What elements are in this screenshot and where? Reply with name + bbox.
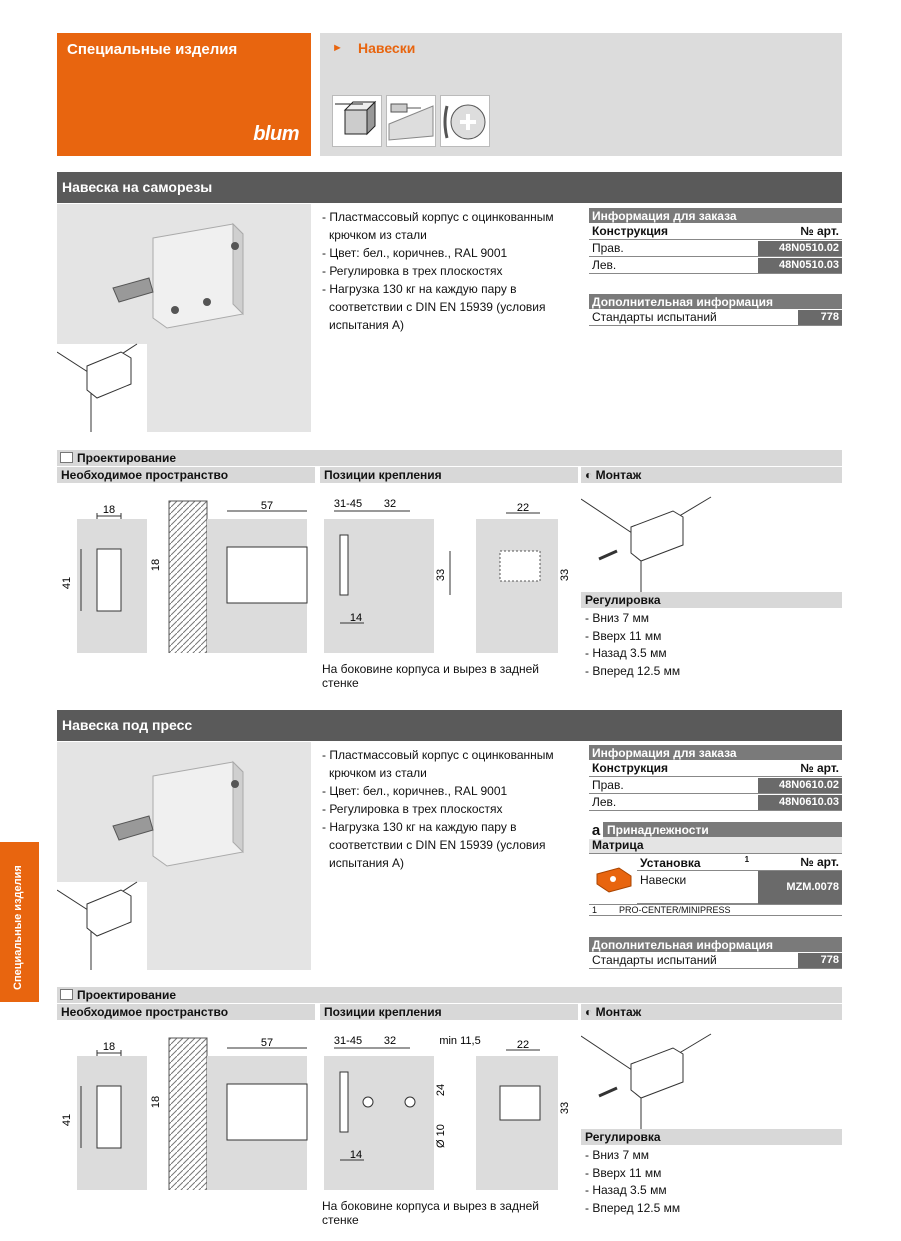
positions-panel xyxy=(320,467,578,690)
dim-57: 57 xyxy=(260,1037,274,1049)
adjust-item: - Вниз 7 мм xyxy=(585,1148,650,1162)
dim-24: 24 xyxy=(435,1083,447,1097)
table-row xyxy=(589,794,842,811)
adjust-item: - Назад 3.5 мм xyxy=(585,1183,667,1197)
article-number: 48N0510.03 xyxy=(758,258,842,273)
side-tab-label: Специальные изделия xyxy=(12,865,24,990)
order-info-title: Информация для заказа xyxy=(589,745,842,760)
blum-logo: blum xyxy=(253,123,299,145)
order-info-title: Информация для заказа xyxy=(589,208,842,223)
product-photo xyxy=(57,204,311,432)
feature-item: - Нагрузка 130 кг на каждую пару в соответствии с DIN EN 15939 (условия испытания A) xyxy=(322,282,546,332)
feature-item: - Пластмассовый корпус с оцинкованным крючком из стали xyxy=(322,748,554,780)
subcategory-header xyxy=(320,33,842,156)
dim-32: 32 xyxy=(383,1035,397,1047)
dim-31-45: 31-45 xyxy=(333,498,363,510)
info-value: 778 xyxy=(798,953,842,968)
mount-title: ◐ Монтаж xyxy=(581,467,842,483)
product-photo xyxy=(57,742,311,970)
mount-icon: ◐ xyxy=(585,1005,596,1019)
table-row xyxy=(589,257,842,274)
adjust-item: - Вверх 11 мм xyxy=(585,1165,662,1180)
accessory-badge: a xyxy=(589,822,603,839)
mount-panel xyxy=(581,1004,842,1133)
table-header-row xyxy=(637,854,842,871)
accessory-item xyxy=(589,854,842,904)
design-bar xyxy=(57,450,842,466)
feature-item: - Цвет: бел., коричнев., RAL 9001 xyxy=(322,784,508,798)
arrow-right-icon: ► xyxy=(332,42,343,54)
dim-22: 22 xyxy=(516,502,530,514)
mount-title: ◐ Монтаж xyxy=(581,1004,842,1020)
pencil-ruler-icon xyxy=(60,989,73,1000)
article-number: 48N0610.02 xyxy=(758,778,842,793)
design-bar-title: Проектирование xyxy=(77,451,177,465)
feature-list xyxy=(322,746,587,872)
mount-panel xyxy=(581,467,842,596)
dim-18: 18 xyxy=(102,504,116,516)
article-number: MZM.0078 xyxy=(758,871,842,904)
feature-list xyxy=(322,208,587,334)
adjust-list xyxy=(585,610,680,680)
table-header-row xyxy=(589,760,842,777)
accessories-title: Принадлежности xyxy=(607,823,709,837)
positions-title: Позиции крепления xyxy=(320,467,578,483)
category-header xyxy=(57,33,311,156)
table-row xyxy=(589,777,842,794)
feature-item: - Регулировка в трех плоскостях xyxy=(322,264,503,278)
item-label: Навески xyxy=(640,873,687,887)
design-bar-title: Проектирование xyxy=(77,988,177,1002)
additional-info-table xyxy=(589,937,842,969)
adjust-title: Регулировка xyxy=(581,1129,842,1145)
space-drawing xyxy=(57,1020,315,1190)
pencil-ruler-icon xyxy=(60,452,73,463)
accessories-table xyxy=(589,822,842,916)
feature-item: - Регулировка в трех плоскостях xyxy=(322,802,503,816)
positions-drawing xyxy=(320,1020,578,1190)
dim-18: 18 xyxy=(102,1041,116,1053)
adjust-list xyxy=(585,1147,680,1217)
row-label: Стандарты испытаний xyxy=(592,953,717,967)
footnote: 1 PRO-CENTER/MINIPRESS xyxy=(589,904,842,916)
row-label: Стандарты испытаний xyxy=(592,310,717,324)
additional-info-title: Дополнительная информация xyxy=(589,937,842,952)
mount-drawing xyxy=(581,483,715,593)
row-label: Прав. xyxy=(592,778,624,792)
col-article: № арт. xyxy=(800,855,839,869)
article-number: 48N0610.03 xyxy=(758,795,842,810)
dim-32: 32 xyxy=(383,498,397,510)
table-row xyxy=(589,309,842,326)
space-panel xyxy=(57,1004,315,1193)
row-label: Лев. xyxy=(592,795,617,809)
mount-icon: ◐ xyxy=(585,468,596,482)
article-number: 48N0510.02 xyxy=(758,241,842,256)
col-construction: Конструкция xyxy=(592,761,669,775)
col-article: № арт. xyxy=(800,224,839,238)
feature-item: - Цвет: бел., коричнев., RAL 9001 xyxy=(322,246,508,260)
col-install: Установка $^1$ xyxy=(640,854,750,870)
section-title: Навеска на саморезы xyxy=(57,172,842,203)
dim-57: 57 xyxy=(260,500,274,512)
table-row xyxy=(589,952,842,969)
screw-ruler-icon xyxy=(386,95,436,147)
row-label: Прав. xyxy=(592,241,624,255)
dim-41: 41 xyxy=(61,1113,73,1127)
dim-18b: 18 xyxy=(150,558,162,572)
adjust-title: Регулировка xyxy=(581,592,842,608)
dim-22: 22 xyxy=(516,1039,530,1051)
space-drawing xyxy=(57,483,315,653)
side-category-tab xyxy=(0,842,39,1002)
screw-head-icon xyxy=(440,95,490,147)
dim-33: 33 xyxy=(559,1101,571,1115)
mount-drawing xyxy=(581,1020,715,1130)
space-title: Необходимое пространство xyxy=(57,467,315,483)
cabinet-corner-icon xyxy=(332,95,382,147)
info-value: 778 xyxy=(798,310,842,325)
order-info-table xyxy=(589,208,842,274)
space-title: Необходимое пространство xyxy=(57,1004,315,1020)
positions-title: Позиции крепления xyxy=(320,1004,578,1020)
col-construction: Конструкция xyxy=(592,224,669,238)
accessories-header xyxy=(589,822,842,837)
positions-drawing xyxy=(320,483,578,653)
adjust-item: - Вперед 12.5 мм xyxy=(585,1200,681,1215)
dim-14: 14 xyxy=(349,612,363,624)
adjust-item: - Вперед 12.5 мм xyxy=(585,663,681,678)
design-bar xyxy=(57,987,842,1003)
dim-10: Ø 10 xyxy=(435,1124,447,1148)
dim-33b: 33 xyxy=(559,568,571,582)
matrix-image xyxy=(589,854,637,904)
order-info-table xyxy=(589,745,842,811)
positions-caption: На боковине корпуса и вырез в задней стенке xyxy=(322,662,539,690)
dim-14: 14 xyxy=(349,1149,363,1161)
accessories-group: Матрица xyxy=(589,837,842,854)
dim-18b: 18 xyxy=(150,1095,162,1109)
table-row xyxy=(589,240,842,257)
additional-info-table xyxy=(589,294,842,326)
col-article: № арт. xyxy=(800,761,839,775)
feature-item: - Пластмассовый корпус с оцинкованным крючком из стали xyxy=(322,210,554,242)
dim-33: 33 xyxy=(435,568,447,582)
row-label: Лев. xyxy=(592,258,617,272)
table-row xyxy=(637,871,842,904)
adjust-item: - Вниз 7 мм xyxy=(585,611,650,625)
category-title: Специальные изделия xyxy=(67,41,238,58)
positions-caption: На боковине корпуса и вырез в задней стенке xyxy=(322,1199,539,1227)
subcategory-title: Навески xyxy=(358,40,416,56)
dim-41: 41 xyxy=(61,576,73,590)
table-header-row xyxy=(589,223,842,240)
positions-panel xyxy=(320,1004,578,1227)
additional-info-title: Дополнительная информация xyxy=(589,294,842,309)
dim-min: min 11,5 xyxy=(439,1035,481,1047)
feature-item: - Нагрузка 130 кг на каждую пару в соответствии с DIN EN 15939 (условия испытания A) xyxy=(322,820,546,870)
adjust-item: - Назад 3.5 мм xyxy=(585,646,667,660)
space-panel xyxy=(57,467,315,656)
adjust-item: - Вверх 11 мм xyxy=(585,628,662,643)
dim-31-45: 31-45 xyxy=(333,1035,363,1047)
section-title: Навеска под пресс xyxy=(57,710,842,741)
